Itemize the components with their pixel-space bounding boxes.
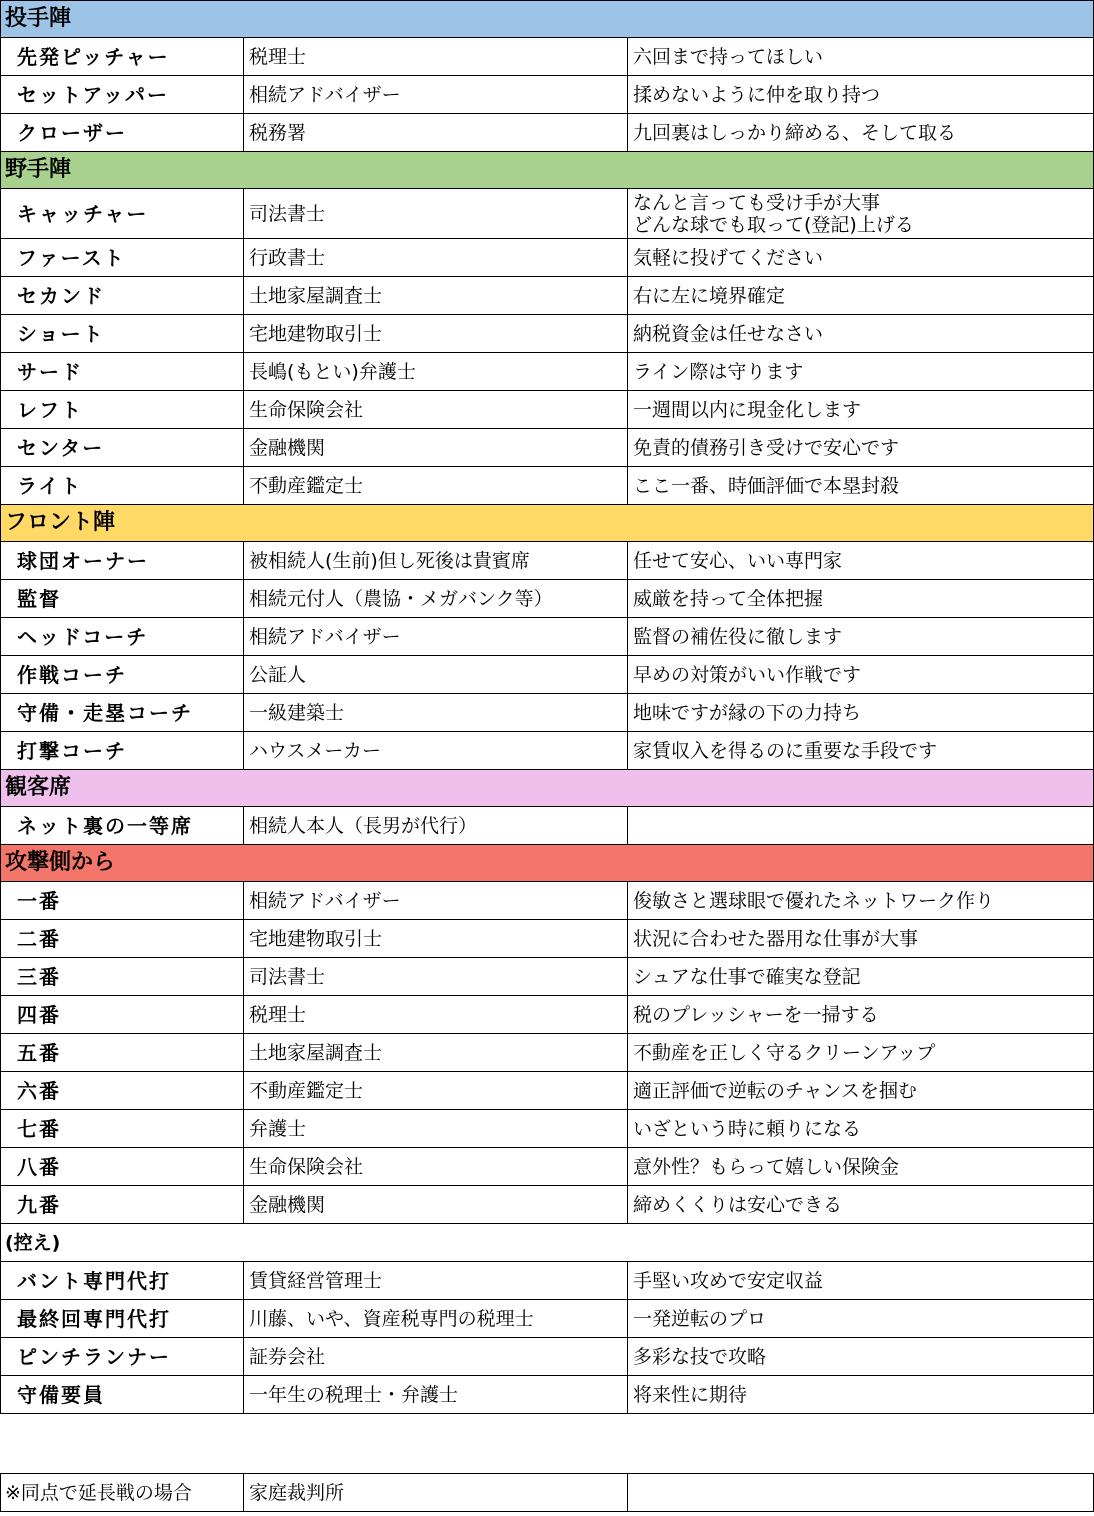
section-title-front: フロント陣 (1, 505, 1094, 542)
role-cell: ショート (1, 315, 244, 353)
table-row (1, 656, 1094, 694)
table-row (1, 76, 1094, 114)
person-cell: 家庭裁判所 (244, 1474, 628, 1512)
section-header-row (1, 845, 1094, 882)
comment-cell: 免責的債務引き受けで安心です (628, 429, 1094, 467)
table-row (1, 1110, 1094, 1148)
comment-cell: 早めの対策がいい作戦です (628, 656, 1094, 694)
person-cell: 証券会社 (244, 1338, 628, 1376)
comment-cell: 手堅い攻めで安定収益 (628, 1262, 1094, 1300)
table-row (1, 732, 1094, 770)
table-row (1, 1300, 1094, 1338)
person-cell: 相続アドバイザー (244, 882, 628, 920)
role-cell: クローザー (1, 114, 244, 152)
table-row (1, 1148, 1094, 1186)
role-cell: 先発ピッチャー (1, 38, 244, 76)
reserve-label: (控え) (1, 1224, 1094, 1262)
table-row (1, 1186, 1094, 1224)
role-cell: ヘッドコーチ (1, 618, 244, 656)
role-cell: バント専門代打 (1, 1262, 244, 1300)
role-cell: 守備要員 (1, 1376, 244, 1414)
role-cell: 三番 (1, 958, 244, 996)
table-row (1, 1338, 1094, 1376)
table-row (1, 189, 1094, 239)
person-cell: 税理士 (244, 996, 628, 1034)
role-cell: レフト (1, 391, 244, 429)
role-cell: 四番 (1, 996, 244, 1034)
person-cell: 弁護士 (244, 1110, 628, 1148)
role-cell: 打撃コーチ (1, 732, 244, 770)
comment-cell (628, 807, 1094, 845)
table-row (1, 353, 1094, 391)
section-title-offense: 攻撃側から (1, 845, 1094, 882)
person-cell: 一級建築士 (244, 694, 628, 732)
footer-table (0, 1473, 1094, 1512)
person-cell: 金融機関 (244, 429, 628, 467)
comment-cell: ライン際は守ります (628, 353, 1094, 391)
role-cell: 監督 (1, 580, 244, 618)
person-cell: 相続アドバイザー (244, 76, 628, 114)
person-cell: 土地家屋調査士 (244, 1034, 628, 1072)
role-cell: ファースト (1, 239, 244, 277)
comment-cell: 九回裏はしっかり締める、そして取る (628, 114, 1094, 152)
comment-cell: 納税資金は任せなさい (628, 315, 1094, 353)
table-row (1, 580, 1094, 618)
person-cell: 税務署 (244, 114, 628, 152)
role-cell: セカンド (1, 277, 244, 315)
person-cell: 相続元付人（農協・メガバンク等） (244, 580, 628, 618)
role-cell: センター (1, 429, 244, 467)
comment-line-1: なんと言っても受け手が大事 (633, 191, 881, 214)
role-cell: ライト (1, 467, 244, 505)
comment-cell: 不動産を正しく守るクリーンアップ (628, 1034, 1094, 1072)
comment-cell: 適正評価で逆転のチャンスを掴む (628, 1072, 1094, 1110)
person-cell: 賃貸経営管理士 (244, 1262, 628, 1300)
reserve-header-row (1, 1224, 1094, 1262)
footer-note: ※同点で延長戦の場合 (1, 1474, 244, 1512)
table-row (1, 315, 1094, 353)
section-title-stands: 観客席 (1, 770, 1094, 807)
role-cell: 五番 (1, 1034, 244, 1072)
comment-cell: 意外性？もらって嬉しい保険金 (628, 1148, 1094, 1186)
table-row (1, 467, 1094, 505)
table-row (1, 1376, 1094, 1414)
person-cell: 宅地建物取引士 (244, 315, 628, 353)
table-row (1, 1262, 1094, 1300)
comment-cell: 威厳を持って全体把握 (628, 580, 1094, 618)
person-cell: 相続アドバイザー (244, 618, 628, 656)
comment-cell: 右に左に境界確定 (628, 277, 1094, 315)
person-cell: 司法書士 (244, 189, 628, 239)
comment-cell: 締めくくりは安心できる (628, 1186, 1094, 1224)
comment-cell: 多彩な技で攻略 (628, 1338, 1094, 1376)
role-cell: 守備・走塁コーチ (1, 694, 244, 732)
comment-cell (628, 189, 1094, 239)
role-cell: 一番 (1, 882, 244, 920)
comment-cell: いざという時に頼りになる (628, 1110, 1094, 1148)
table-row (1, 542, 1094, 580)
comment-cell: 任せて安心、いい専門家 (628, 542, 1094, 580)
section-header-row (1, 770, 1094, 807)
comment-cell: シュアな仕事で確実な登記 (628, 958, 1094, 996)
role-cell: セットアッパー (1, 76, 244, 114)
person-cell: 公証人 (244, 656, 628, 694)
comment-cell (628, 1474, 1094, 1512)
person-cell: 不動産鑑定士 (244, 1072, 628, 1110)
section-header-row (1, 152, 1094, 189)
person-cell: 相続人本人（長男が代行） (244, 807, 628, 845)
comment-cell: 一発逆転のプロ (628, 1300, 1094, 1338)
table-row (1, 391, 1094, 429)
comment-cell: 地味ですが縁の下の力持ち (628, 694, 1094, 732)
person-cell: 司法書士 (244, 958, 628, 996)
table-row (1, 277, 1094, 315)
role-cell: ピンチランナー (1, 1338, 244, 1376)
section-header-row (1, 505, 1094, 542)
role-cell: 七番 (1, 1110, 244, 1148)
person-cell: 被相続人(生前)但し死後は貴賓席 (244, 542, 628, 580)
comment-cell: 気軽に投げてください (628, 239, 1094, 277)
role-cell: 最終回専門代打 (1, 1300, 244, 1338)
table-row (1, 920, 1094, 958)
table-row (1, 1072, 1094, 1110)
section-title-fielders: 野手陣 (1, 152, 1094, 189)
person-cell: 長嶋(もとい)弁護士 (244, 353, 628, 391)
table-row (1, 38, 1094, 76)
table-row (1, 114, 1094, 152)
table-row (1, 1034, 1094, 1072)
comment-cell: ここ一番、時価評価で本塁封殺 (628, 467, 1094, 505)
comment-cell: 俊敏さと選球眼で優れたネットワーク作り (628, 882, 1094, 920)
role-cell: 九番 (1, 1186, 244, 1224)
section-title-pitchers: 投手陣 (1, 1, 1094, 38)
comment-line-2: どんな球でも取って(登記)上げる (633, 213, 914, 236)
table-row (1, 239, 1094, 277)
person-cell: 生命保険会社 (244, 1148, 628, 1186)
person-cell: 税理士 (244, 38, 628, 76)
person-cell: 宅地建物取引士 (244, 920, 628, 958)
person-cell: 一年生の税理士・弁護士 (244, 1376, 628, 1414)
role-cell: 二番 (1, 920, 244, 958)
table-row (1, 958, 1094, 996)
role-cell: 六番 (1, 1072, 244, 1110)
comment-cell: 状況に合わせた器用な仕事が大事 (628, 920, 1094, 958)
comment-cell: 六回まで持ってほしい (628, 38, 1094, 76)
person-cell: 生命保険会社 (244, 391, 628, 429)
person-cell: 川藤、いや、資産税専門の税理士 (244, 1300, 628, 1338)
role-cell: 作戦コーチ (1, 656, 244, 694)
table-row (1, 882, 1094, 920)
section-header-row (1, 1, 1094, 38)
person-cell: 土地家屋調査士 (244, 277, 628, 315)
person-cell: 不動産鑑定士 (244, 467, 628, 505)
person-cell: 金融機関 (244, 1186, 628, 1224)
comment-cell: 将来性に期待 (628, 1376, 1094, 1414)
person-cell: 行政書士 (244, 239, 628, 277)
role-cell: サード (1, 353, 244, 391)
comment-cell: 一週間以内に現金化します (628, 391, 1094, 429)
comment-cell: 家賃収入を得るのに重要な手段です (628, 732, 1094, 770)
table-row (1, 618, 1094, 656)
role-cell: 八番 (1, 1148, 244, 1186)
comment-cell: 税のプレッシャーを一掃する (628, 996, 1094, 1034)
footer-row (1, 1474, 1094, 1512)
table-row (1, 807, 1094, 845)
comment-cell: 監督の補佐役に徹します (628, 618, 1094, 656)
table-row (1, 429, 1094, 467)
table-row (1, 996, 1094, 1034)
person-cell: ハウスメーカー (244, 732, 628, 770)
role-cell: 球団オーナー (1, 542, 244, 580)
comment-cell: 揉めないように仲を取り持つ (628, 76, 1094, 114)
role-cell: キャッチャー (1, 189, 244, 239)
table-row (1, 694, 1094, 732)
role-cell: ネット裏の一等席 (1, 807, 244, 845)
